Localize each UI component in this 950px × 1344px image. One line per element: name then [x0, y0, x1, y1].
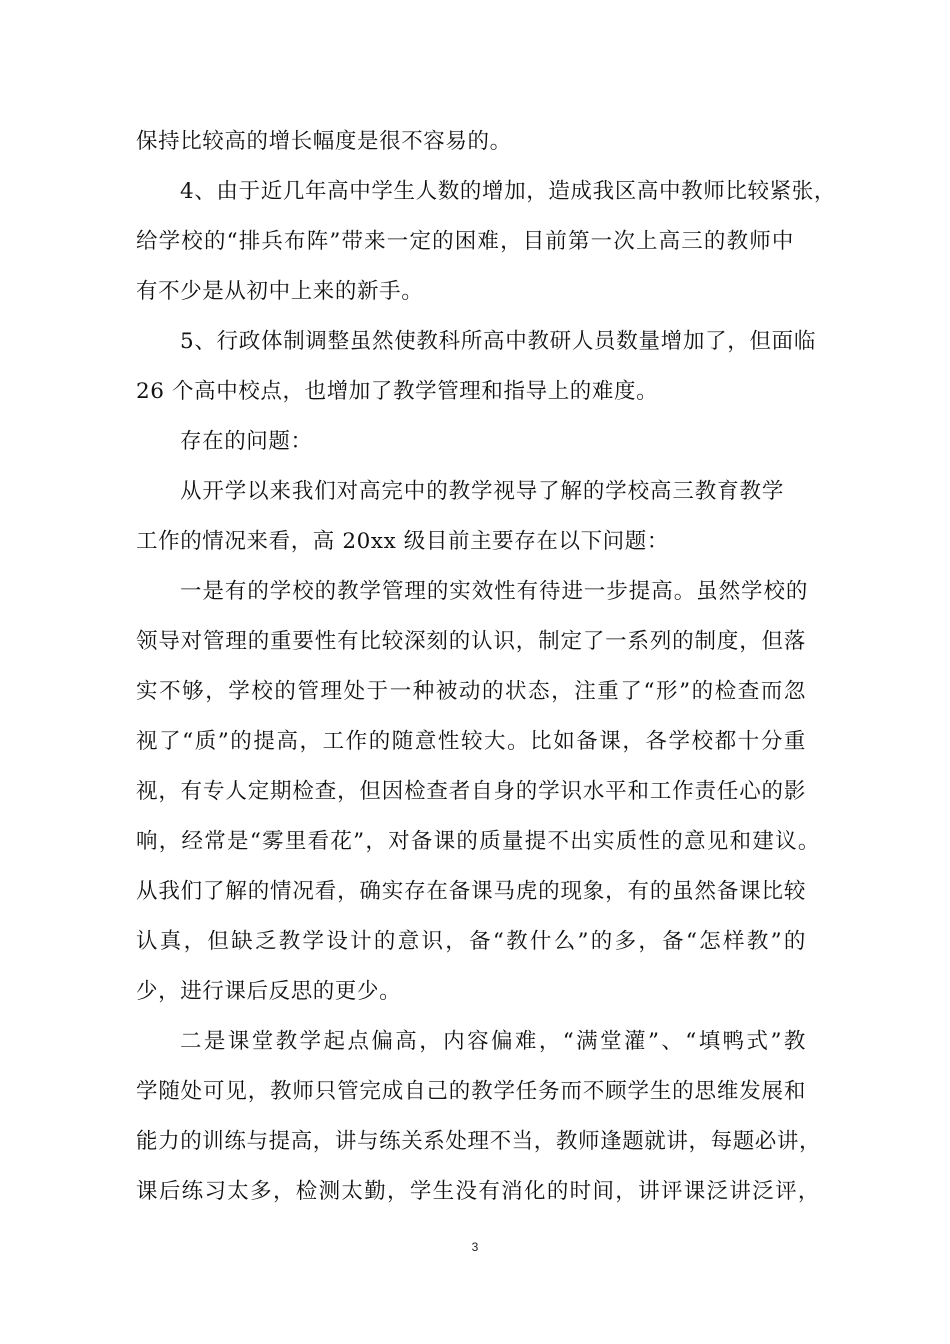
text-line: 能力的训练与提高，讲与练关系处理不当，教师逢题就讲，每题必讲， — [136, 1129, 822, 1154]
text-line: 视了“质”的提高，工作的随意性较大。比如备课，各学校都十分重 — [136, 729, 806, 754]
text-line: 4、由于近几年高中学生人数的增加，造成我区高中教师比较紧张， — [180, 179, 836, 204]
text-line: 认真，但缺乏教学设计的意识，备“教什么”的多，备“怎样教”的 — [136, 929, 806, 954]
text-line: 工作的情况来看，高 20xx 级目前主要存在以下问题： — [136, 529, 669, 554]
text-line: 有不少是从初中上来的新手。 — [136, 279, 424, 304]
text-line: 从开学以来我们对高完中的教学视导了解的学校高三教育教学 — [180, 479, 784, 504]
text-line: 实不够，学校的管理处于一种被动的状态，注重了“形”的检查而忽 — [136, 679, 806, 704]
text-line: 26 个高中校点，也增加了教学管理和指导上的难度。 — [136, 379, 659, 404]
text-line: 给学校的“排兵布阵”带来一定的困难，目前第一次上高三的教师中 — [136, 229, 794, 254]
text-line: 5、行政体制调整虽然使教科所高中教研人员数量增加了，但面临 — [180, 329, 816, 354]
text-line: 学随处可见，教师只管完成自己的教学任务而不顾学生的思维发展和 — [136, 1079, 806, 1104]
text-line: 二是课堂教学起点偏高，内容偏难，“满堂灌”、“填鸭式”教 — [180, 1029, 806, 1054]
page-number: 3 — [471, 1240, 479, 1254]
text-line: 从我们了解的情况看，确实存在备课马虎的现象，有的虽然备课比较 — [136, 879, 806, 904]
text-line: 响，经常是“雾里看花”，对备课的质量提不出实质性的意见和建议。 — [136, 829, 820, 854]
text-line: 保持比较高的增长幅度是很不容易的。 — [136, 129, 512, 154]
section-heading: 存在的问题： — [180, 429, 313, 454]
text-line: 课后练习太多，检测太勤，学生没有消化的时间，讲评课泛讲泛评， — [136, 1179, 820, 1204]
text-line: 视，有专人定期检查，但因检查者自身的学识水平和工作责任心的影 — [136, 779, 806, 804]
text-line: 少，进行课后反思的更少。 — [136, 979, 402, 1004]
text-line: 一是有的学校的教学管理的实效性有待进一步提高。虽然学校的 — [180, 579, 808, 604]
text-line: 领导对管理的重要性有比较深刻的认识，制定了一系列的制度，但落 — [136, 629, 806, 654]
